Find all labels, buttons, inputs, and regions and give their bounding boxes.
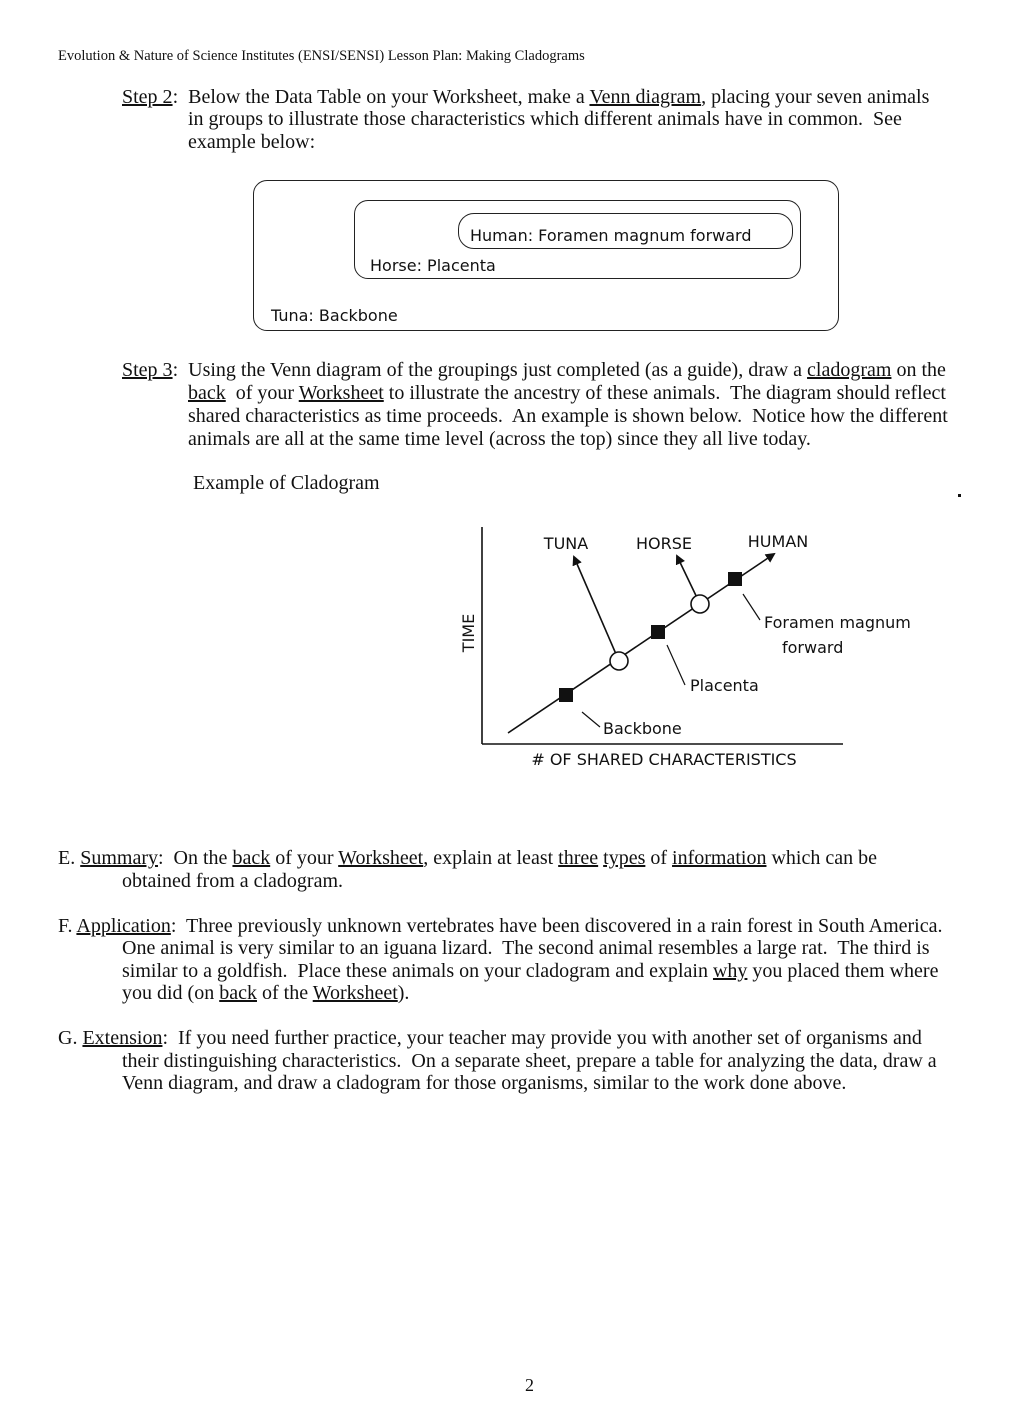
foramen-leader bbox=[743, 594, 760, 620]
text-segment: of your bbox=[225, 382, 299, 404]
trait-label-backbone: Backbone bbox=[603, 719, 682, 738]
text-segment: shared characteristics as time proceeds. An example is shown below. Notice how the different bbox=[188, 405, 948, 427]
underlined-term: Worksheet bbox=[312, 982, 398, 1004]
text-segment: G. bbox=[58, 1027, 83, 1049]
placenta-marker bbox=[651, 625, 665, 639]
text-segment: of your bbox=[270, 847, 339, 869]
underlined-term: back bbox=[232, 847, 271, 869]
trait-label-foramen: Foramen magnum bbox=[764, 613, 911, 632]
text-segment: you did (on bbox=[122, 982, 220, 1004]
page-number: 2 bbox=[525, 1375, 534, 1395]
text-segment: : On the bbox=[158, 847, 233, 869]
text-segment: : Below the Data Table on your Worksheet, make a bbox=[172, 86, 590, 108]
underlined-term: information bbox=[672, 847, 767, 869]
text-segment: similar to a goldfish. Place these animals on your cladogram and explain bbox=[122, 960, 713, 982]
text-segment: : Using the Venn diagram of the groupings just completed (as a guide), draw a bbox=[172, 359, 808, 381]
trait-label-forward: forward bbox=[782, 638, 844, 657]
foramen-marker bbox=[728, 572, 742, 586]
backbone-marker bbox=[559, 688, 573, 702]
text-segment: you placed them where bbox=[747, 960, 939, 982]
underlined-term: Worksheet bbox=[298, 382, 384, 404]
taxon-label-human: HUMAN bbox=[747, 532, 809, 551]
underlined-term: why bbox=[712, 960, 748, 982]
underlined-term: Step 2 bbox=[122, 86, 173, 108]
underlined-term: Application bbox=[76, 915, 171, 937]
text-segment: of the bbox=[256, 982, 313, 1004]
taxon-label-horse: HORSE bbox=[635, 534, 693, 553]
text-segment: F. bbox=[58, 915, 77, 937]
horse-node bbox=[691, 595, 709, 613]
text-segment: of bbox=[645, 847, 673, 869]
placenta-leader bbox=[667, 645, 685, 685]
underlined-term: three bbox=[558, 847, 599, 869]
tuna-branch bbox=[574, 557, 619, 661]
underlined-term: back bbox=[219, 982, 257, 1004]
trait-label-placenta: Placenta bbox=[690, 676, 759, 695]
text-segment: in groups to illustrate those characteristics which different animals have in common. See bbox=[188, 108, 902, 130]
text-segment: ). bbox=[397, 982, 410, 1004]
taxon-label-tuna: TUNA bbox=[543, 534, 589, 553]
text-segment: their distinguishing characteristics. On a separate sheet, prepare a table for analyzing the data, draw a bbox=[122, 1050, 937, 1072]
y-axis-label: TIME bbox=[459, 613, 478, 653]
tuna-node bbox=[610, 652, 628, 670]
venn-middle-label: Horse: Placenta bbox=[370, 256, 496, 275]
page-header: Evolution & Nature of Science Institutes (ENSI/SENSI) Lesson Plan: Making Cladograms bbox=[58, 48, 585, 64]
text-segment: on the bbox=[891, 359, 946, 381]
text-segment: : If you need further practice, your teacher may provide you with another set of organisms and bbox=[162, 1027, 922, 1049]
text-segment: obtained from a cladogram. bbox=[122, 870, 344, 892]
text-segment: E. bbox=[58, 847, 81, 869]
text-segment: animals are all at the same time level (across the top) since they all live today. bbox=[188, 428, 811, 450]
underlined-term: Extension bbox=[82, 1027, 163, 1049]
text-segment: , placing your seven animals bbox=[701, 86, 930, 108]
underlined-term: cladogram bbox=[807, 359, 892, 381]
text-segment: Example of Cladogram bbox=[193, 472, 380, 494]
underlined-term: Step 3 bbox=[122, 359, 173, 381]
underlined-term: Summary bbox=[80, 847, 158, 869]
text-segment: : Three previously unknown vertebrates have been discovered in a rain forest in South America. bbox=[170, 915, 943, 937]
underlined-term: types bbox=[603, 847, 646, 869]
venn-inner-label: Human: Foramen magnum forward bbox=[470, 226, 752, 245]
text-segment: example below: bbox=[188, 131, 316, 153]
backbone-leader bbox=[582, 712, 600, 727]
text-segment: Venn diagram, and draw a cladogram for those organisms, similar to the work done above. bbox=[122, 1072, 847, 1094]
text-segment: which can be bbox=[766, 847, 877, 869]
text-segment: , explain at least bbox=[423, 847, 559, 869]
venn-outer-label: Tuna: Backbone bbox=[271, 306, 398, 325]
underlined-term: Worksheet bbox=[338, 847, 424, 869]
text-segment: to illustrate the ancestry of these animals. The diagram should reflect bbox=[383, 382, 946, 404]
underlined-term: Venn diagram bbox=[589, 86, 702, 108]
text-segment: One animal is very similar to an iguana lizard. The second animal resembles a large rat. The third is bbox=[122, 937, 930, 959]
underlined-term: back bbox=[188, 382, 226, 404]
x-axis-label: # OF SHARED CHARACTERISTICS bbox=[531, 750, 797, 769]
